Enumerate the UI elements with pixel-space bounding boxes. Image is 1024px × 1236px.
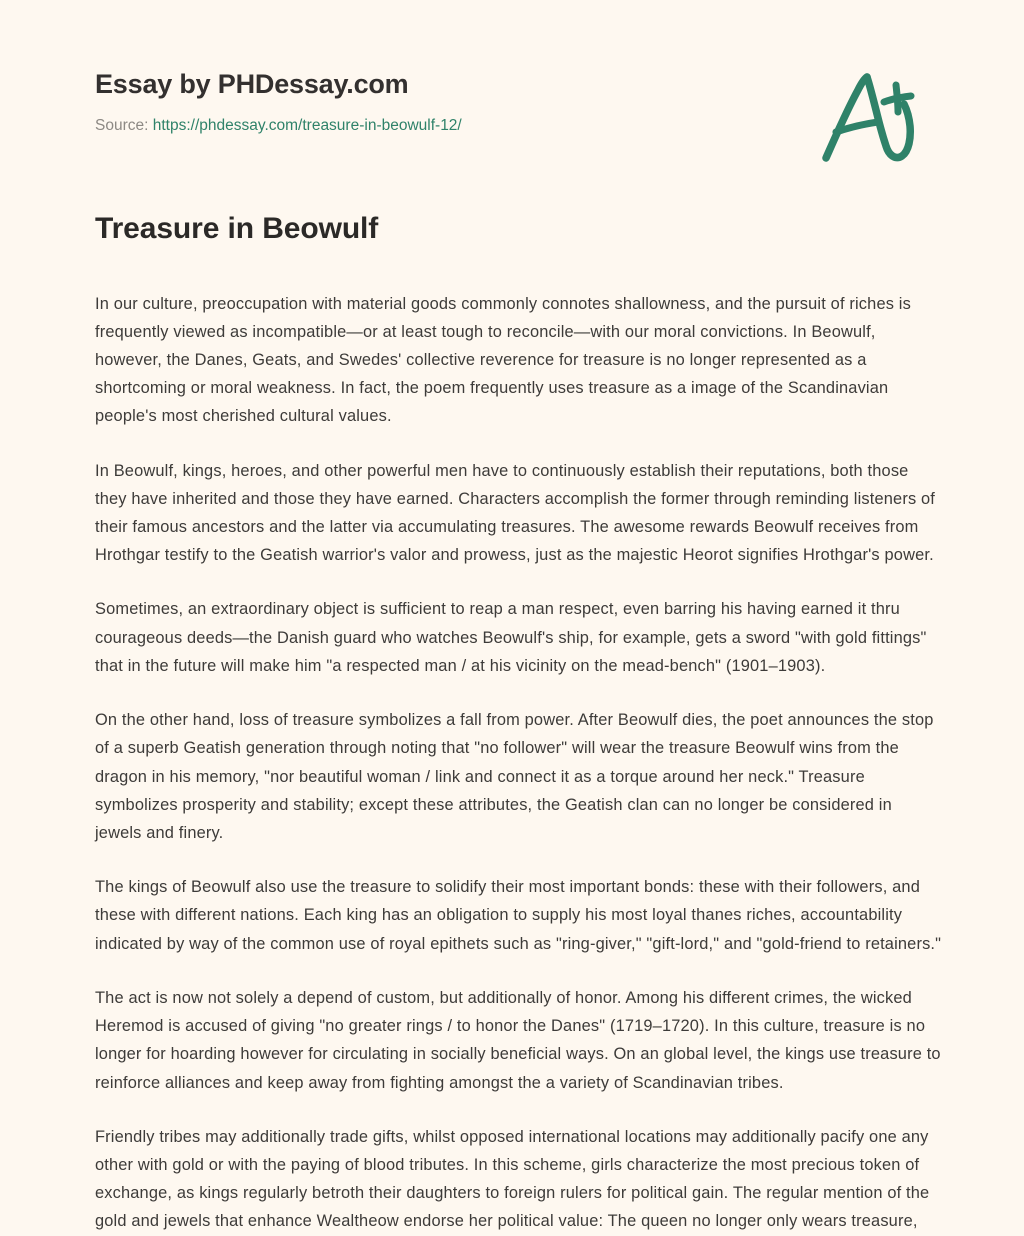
brand-block xyxy=(95,68,715,137)
paragraph: In our culture, preoccupation with material goods commonly connotes shallowness, and the pursuit of riches is frequently viewed as incompatible—or at least tough to reconcile—with our moral convictions. In Beowulf, however, the Danes, Geats, and Swedes' collective reverence for treasure is no longer represented as a shortcoming or moral weakness. In fact, the poem frequently uses treasure as a image of the Scandinavian people's most cherished cultural values. xyxy=(95,294,911,426)
paragraph: The kings of Beowulf also use the treasure to solidify their most important bonds: these with their followers, and these with different nations. Each king has an obligation to supply his most loyal thanes riches, accountability indicated by way of the common use of royal epithets such as "ring-giver," "gift-lord," and "gold-friend to retainers." xyxy=(95,878,942,953)
phdessay-a-plus-logo[interactable] xyxy=(812,68,930,168)
paragraph: The act is now not solely a depend of custom, but additionally of honor. Among his different crimes, the wicked Heremod is accused of giving "no greater rings / to honor the Danes" (1719–1720). In this culture, treasure is no longer for hoarding however for circulating in socially beneficial ways. On an global level, the kings use treasure to reinforce alliances and keep away from fighting amongst the a variety of Scandinavian tribes. xyxy=(95,988,941,1092)
paragraph: In Beowulf, kings, heroes, and other powerful men have to continuously establish their reputations, both those they have inherited and those they have earned. Characters accomplish the former through reminding listeners of their famous ancestors and the latter via accumulating treasures. The awesome rewards Beowulf receives from Hrothgar testify to the Geatish warrior's valor and prowess, just as the majestic Heorot signifies Hrothgar's power. xyxy=(95,461,936,565)
article xyxy=(95,210,943,1236)
source-url-link[interactable]: https://phdessay.com/treasure-in-beowulf-12/ xyxy=(152,117,462,135)
paragraph: On the other hand, loss of treasure symbolizes a fall from power. After Beowulf dies, the poet announces the stop of a superb Geatish generation through noting that "no follower" will wear the treasure Beowulf wins from the dragon in his memory, "nor beautiful woman / link and connect it as a torque around her neck." Treasure symbolizes prosperity and stability; except these attributes, the Geatish clan can no longer be considered in jewels and finery. xyxy=(95,711,934,842)
paragraph: Friendly tribes may additionally trade gifts, whilst opposed international locations may additionally pacify one any other with gold or with the paying of blood tributes. In this scheme, girls characterize the most precious token of exchange, as kings regularly betroth their daughters to foreign rulers for political gain. The regular mention of the gold and jewels that enhance Wealtheow endorse her political value: The queen no longer only wears treasure, xyxy=(95,1127,930,1231)
page-title: Treasure in Beowulf xyxy=(95,212,379,245)
page-header xyxy=(0,0,1024,190)
article-body xyxy=(95,290,943,1236)
source-label: Source: xyxy=(95,117,149,135)
source-line xyxy=(95,116,715,136)
a-plus-logo-icon xyxy=(812,68,930,168)
paragraph: Sometimes, an extraordinary object is sufficient to reap a man respect, even barring his having earned it thru courageous deeds—the Danish guard who watches Beowulf's ship, for example, gets a sword "with gold fittings" that in the future will make him "a respected man / at his vicinity on the mead-bench" (1901–1903). xyxy=(95,600,927,675)
brand-title: Essay by PHDessay.com xyxy=(95,69,409,99)
